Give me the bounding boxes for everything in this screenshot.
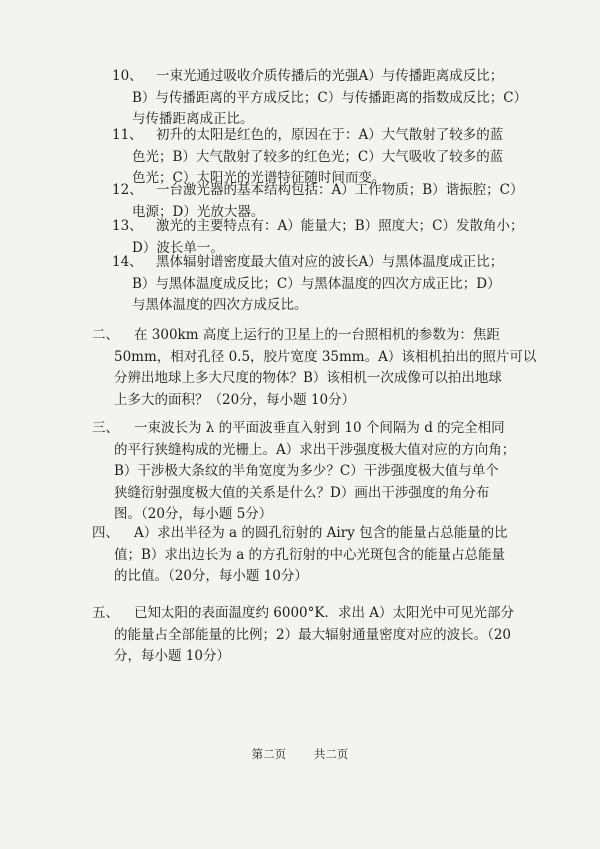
question-line: 一台激光器的基本结构包括：A）工作物质；B）谐振腔；C）: [156, 182, 524, 198]
question-number: 11、: [112, 127, 143, 143]
section-line: 50mm，相对孔径 0.5，胶片宽度 35mm。A）该相机拍出的照片可以: [114, 348, 537, 365]
question-number: 12、: [112, 182, 143, 198]
section-line: 一束波长为 λ 的平面波垂直入射到 10 个间隔为 d 的完全相同: [134, 420, 505, 436]
question-line: 一束光通过吸收介质传播后的光强A）与传播距离成反比；: [156, 68, 504, 84]
question-line: 初升的太阳是红色的，原因在于：A）大气散射了较多的蓝: [156, 127, 504, 143]
question-line: 色光；C）太阳光的光谱特征随时间而变。: [132, 170, 386, 186]
section-4: [92, 523, 532, 588]
section-number: 二、: [92, 327, 119, 343]
page-total: 共二页: [313, 747, 349, 761]
question-text: [112, 252, 532, 317]
section-line: 图。（20分，每小题 5分）: [114, 506, 273, 522]
question-line: 与黑体温度的四次方成反比。: [132, 297, 308, 313]
question-text: [112, 66, 532, 131]
question-10: [112, 66, 532, 131]
question-line: 黑体辐射谱密度最大值对应的波长A）与黑体温度成正比；: [156, 254, 504, 270]
question-line: B）与黑体温度成反比；C）与黑体温度的四次方成正比；D）: [132, 275, 501, 292]
section-line: A）求出半径为 a 的圆孔衍射的 Airy 包含的能量占总能量的比: [134, 525, 508, 541]
section-line: 狭缝衍射强度极大值的关系是什么？D）画出干涉强度的角分布: [114, 484, 490, 501]
section-line: 已知太阳的表面温度约 6000°K．求出 A）太阳光中可见光部分: [134, 605, 515, 621]
section-line: 在 300km 高度上运行的卫星上的一台照相机的参数为：焦距: [134, 327, 500, 343]
section-line: 的比值。（20分，每小题 10分）: [114, 568, 308, 584]
section-3: [92, 418, 532, 526]
question-line: 电源；D）光放大器。: [132, 203, 265, 220]
section-line: B）干涉极大条纹的半角宽度为多少？C）干涉强度极大值与单个: [114, 463, 499, 479]
question-14: [112, 252, 532, 317]
question-number: 10、: [112, 68, 143, 84]
section-line: 上多大的面积？（20分，每小题 10分）: [114, 391, 356, 408]
question-number: 13、: [112, 218, 143, 234]
question-line: B）与传播距离的平方成反比；C）与传播距离的指数成反比；C）: [132, 89, 528, 106]
section-line: 的能量占全部能量的比例；2）最大辐射通量密度对应的波长。（20: [114, 626, 512, 643]
section-line: 值；B）求出边长为 a 的方孔衍射的中心光斑包含的能量占总能量: [114, 546, 506, 563]
question-line: 与传播距离成正比。: [132, 111, 254, 127]
page-number: 第二页: [251, 747, 287, 761]
page-footer: [0, 746, 600, 762]
section-line: 分辨出地球上多大尺度的物体？B）该相机一次成像可以拍出地球: [114, 370, 502, 386]
question-line: 激光的主要特点有：A）能量大；B）照度大；C）发散角小；: [156, 218, 524, 234]
question-line: 色光；B）大气散射了较多的红色光；C）大气吸收了较多的蓝: [132, 148, 504, 165]
section-2: [92, 325, 537, 411]
question-number: 14、: [112, 254, 143, 270]
section-number: 四、: [92, 525, 119, 541]
section-line: 分，每小题 10分）: [114, 648, 230, 664]
section-line: 的平行狭缝构成的光栅上。A）求出干涉强度极大值对应的方向角；: [114, 441, 516, 458]
question-line: D）波长单一。: [132, 239, 224, 256]
section-number: 三、: [92, 420, 119, 436]
section-number: 五、: [92, 605, 119, 621]
section-5: [92, 603, 532, 668]
